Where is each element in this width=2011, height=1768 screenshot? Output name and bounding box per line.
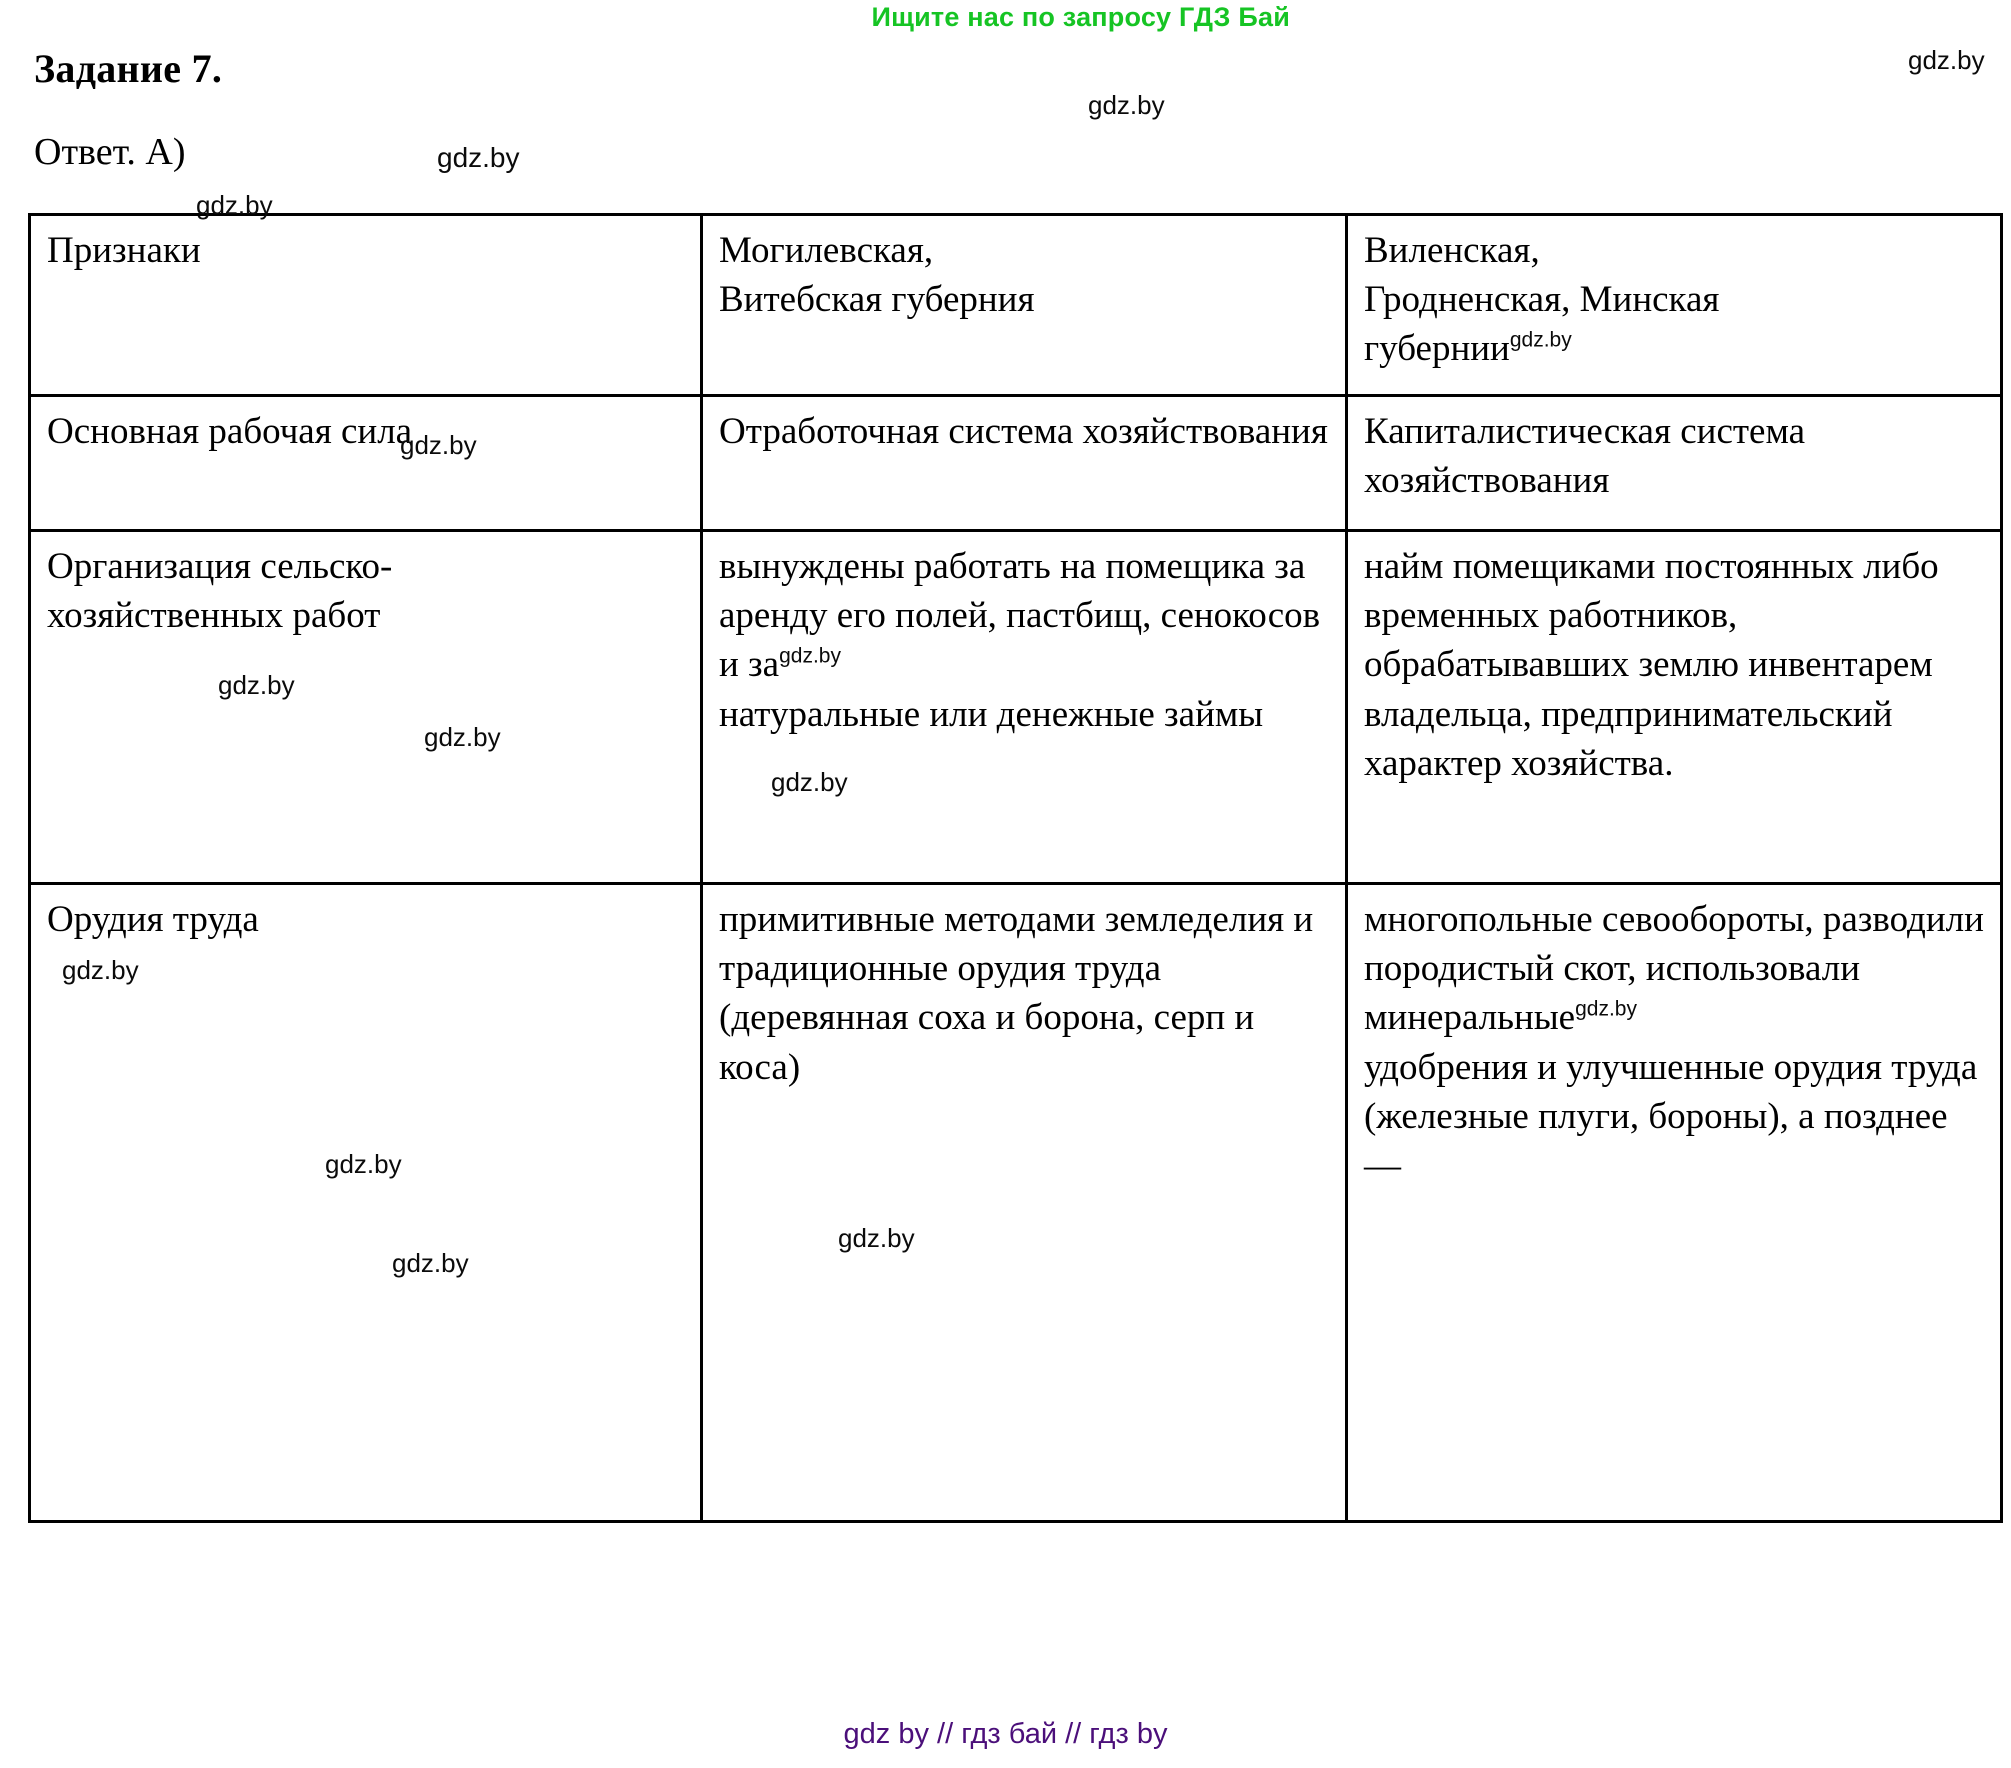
table-cell-region-left bbox=[702, 396, 1347, 531]
table-cell-region-left-header bbox=[702, 215, 1347, 396]
footer-links: gdz by // гдз бай // гдз by bbox=[843, 1718, 1168, 1750]
feature-label: Организация сельско- хозяйственных работ bbox=[47, 546, 393, 637]
table-cell-feature bbox=[30, 531, 702, 884]
table-cell-feature bbox=[30, 396, 702, 531]
comparison-table bbox=[28, 213, 2003, 1523]
table-cell-feature-header bbox=[30, 215, 702, 396]
region-left-value: Отработочная система хозяйствования bbox=[719, 411, 1328, 452]
feature-label: Орудия труда bbox=[47, 899, 259, 940]
region-right-value-part2 bbox=[1364, 1043, 1986, 1191]
wm-tools-mid: gdz.by bbox=[838, 1223, 915, 1253]
header-mogilev-line2: Витебская губерния bbox=[719, 279, 1035, 321]
wm-org-left-2: gdz.by bbox=[424, 722, 501, 752]
table-row bbox=[30, 531, 2002, 884]
region-left-value-part1 bbox=[719, 542, 1331, 690]
wm-tbl-top: gdz.by bbox=[196, 190, 273, 220]
watermark-inline-header: gdz.by bbox=[1509, 329, 1572, 353]
table-cell-region-right bbox=[1347, 531, 2002, 884]
wm-tools-left-3: gdz.by bbox=[392, 1248, 469, 1278]
wm-ans-right: gdz.by bbox=[437, 142, 520, 173]
region-right-text-part1: многопольные севообороты, разводили породистый скот, использовали минеральные bbox=[1364, 899, 1984, 1039]
watermark-inline-org: gdz.by bbox=[779, 645, 841, 669]
answer-label: Ответ. А) bbox=[34, 131, 186, 173]
header-vilna-line2: Гродненская, Минская bbox=[1364, 279, 1720, 321]
region-right-value: найм помещиками постоянных либо временных работников, обрабатывавших землю инвентарем владельца, предпринимательский характер хозяйства. bbox=[1364, 546, 1939, 784]
region-left-text-part1: вынуждены работать на помещика за аренду его полей, пастбищ, сенокосов и за bbox=[719, 546, 1321, 686]
table-row bbox=[30, 884, 2002, 1522]
table-header-row bbox=[30, 215, 2002, 396]
wm-org-mid: gdz.by bbox=[771, 767, 848, 797]
watermark-inline-tools-a: gdz.by bbox=[1575, 998, 1637, 1022]
wm-org-left-1: gdz.by bbox=[218, 670, 295, 700]
comparison-table-wrapper bbox=[28, 213, 2000, 1523]
region-right-text-part2: удобрения и улучшенные орудия труда (железные плуги, бороны), а позднее — bbox=[1364, 1046, 1978, 1187]
table-row bbox=[30, 396, 2002, 531]
page-title: Задание 7. bbox=[34, 46, 223, 91]
header-признаки: Признаки bbox=[47, 230, 201, 271]
header-mogilev-line1: Могилевская, bbox=[719, 230, 934, 271]
table-cell-region-left bbox=[702, 531, 1347, 884]
region-right-value: Капиталистическая система хозяйствования bbox=[1364, 411, 1806, 502]
region-right-value-part1 bbox=[1364, 895, 1986, 1043]
header-vilna-line3 bbox=[1364, 324, 1986, 373]
wm-tools-left-2: gdz.by bbox=[325, 1149, 402, 1179]
wm-top-right: gdz.by bbox=[1908, 45, 1985, 75]
promo-banner: Ищите нас по запросу ГДЗ Бай bbox=[871, 2, 1290, 32]
wm-top-mid: gdz.by bbox=[1088, 90, 1165, 120]
table-cell-region-right bbox=[1347, 396, 2002, 531]
header-vilna-line1: Виленская, bbox=[1364, 230, 1540, 271]
table-cell-region-right bbox=[1347, 884, 2002, 1522]
feature-label: Основная рабочая сила bbox=[47, 411, 413, 452]
header-vilna-line3-text: губернии bbox=[1364, 328, 1510, 370]
region-left-value: примитивные методами земледелия и традиционные орудия труда (деревянная соха и борона, серп и коса) bbox=[719, 899, 1314, 1088]
region-left-value-part2: натуральные или денежные займы bbox=[719, 693, 1264, 735]
table-cell-region-right-header bbox=[1347, 215, 2002, 396]
wm-tools-left-1: gdz.by bbox=[62, 955, 139, 985]
wm-force-left: gdz.by bbox=[400, 430, 477, 460]
table-cell-region-left bbox=[702, 884, 1347, 1522]
